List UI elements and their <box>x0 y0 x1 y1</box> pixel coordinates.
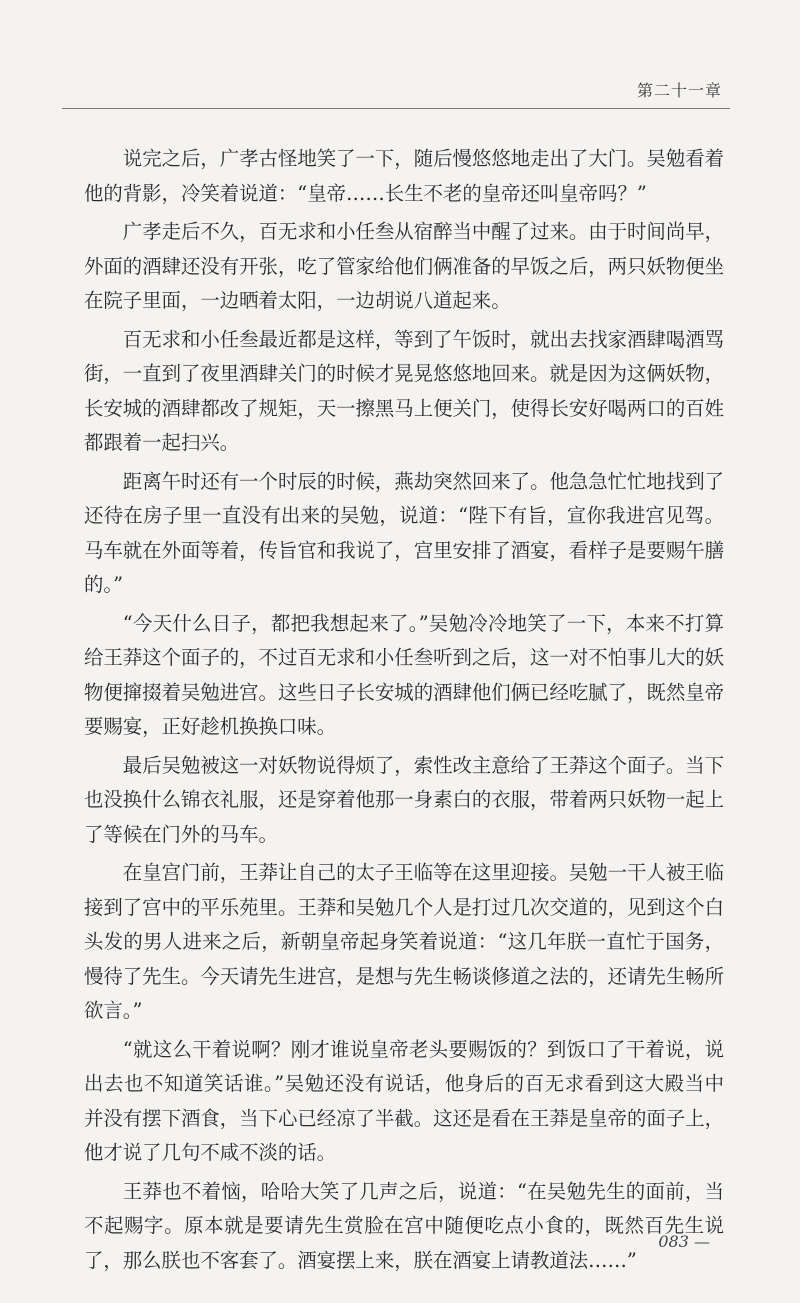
paragraph: 广孝走后不久，百无求和小任叁从宿醉当中醒了过来。由于时间尚早，外面的酒肆还没有开张，吃了管家给他们俩准备的早饭之后，两只妖物便坐在院子里面，一边晒着太阳，一边胡说八道起来。 <box>84 220 724 312</box>
paragraph: 王莽也不着恼，哈哈大笑了几声之后，说道：“在吴勉先生的面前，当不起赐字。原本就是要请先生赏脸在宫中随便吃点小食的，既然百先生说了，那么朕也不客套了。酒宴摆上来，朕在酒宴上请教道法……” <box>84 1179 724 1272</box>
paragraph: 距离午时还有一个时辰的时候，燕劫突然回来了。他急急忙忙地找到了还待在房子里一直没有出来的吴勉，说道：“陛下有旨，宣你我进宫见驾。马车就在外面等着，传旨官和我说了，宫里安排了酒宴，看样子是要赐午膳的。” <box>84 469 724 596</box>
paragraph: “今天什么日子，都把我想起来了。”吴勉冷冷地笑了一下，本来不打算给王莽这个面子的，不过百无求和小任叁听到之后，这一对不怕事儿大的妖物便撺掇着吴勉进宫。这些日子长安城的酒肆他们俩已经吃腻了，既然皇帝要赐宴，正好趁机换换口味。 <box>84 611 724 738</box>
page-number: 083 — <box>658 1232 710 1251</box>
paragraph: 最后吴勉被这一对妖物说得烦了，索性改主意给了王莽这个面子。当下也没换什么锦衣礼服，还是穿着他那一身素白的衣服，带着两只妖物一起上了等候在门外的马车。 <box>84 753 724 846</box>
paragraph: 百无求和小任叁最近都是这样，等到了午饭时，就出去找家酒肆喝酒骂街，一直到了夜里酒肆关门的时候才晃晃悠悠地回来。就是因为这俩妖物，长安城的酒肆都改了规矩，天一擦黑马上便关门，使得长安好喝两口的百姓都跟着一起扫兴。 <box>84 327 724 454</box>
paragraph: 说完之后，广孝古怪地笑了一下，随后慢悠悠地走出了大门。吴勉看着他的背影，冷笑着说道：“皇帝……长生不老的皇帝还叫皇帝吗？” <box>84 147 724 205</box>
header-divider <box>62 108 730 109</box>
body-text <box>84 142 724 1282</box>
chapter-title: 第二十一章 <box>636 81 722 100</box>
paragraph: “就这么干着说啊？刚才谁说皇帝老头要赐饭的？到饭口了干着说，说出去也不知道笑话谁。”吴勉还没有说话，他身后的百无求看到这大殿当中并没有摆下酒食，当下心已经凉了半截。这还是看在王莽是皇帝的面子上，他才说了几句不咸不淡的话。 <box>84 1037 724 1164</box>
paragraph: 在皇宫门前，王莽让自己的太子王临等在这里迎接。吴勉一干人被王临接到了宫中的平乐苑里。王莽和吴勉几个人是打过几次交道的，见到这个白头发的男人进来之后，新朝皇帝起身笑着说道：“这几年朕一直忙于国务，慢待了先生。今天请先生进宫，是想与先生畅谈修道之法的，还请先生畅所欲言。” <box>84 861 724 1022</box>
